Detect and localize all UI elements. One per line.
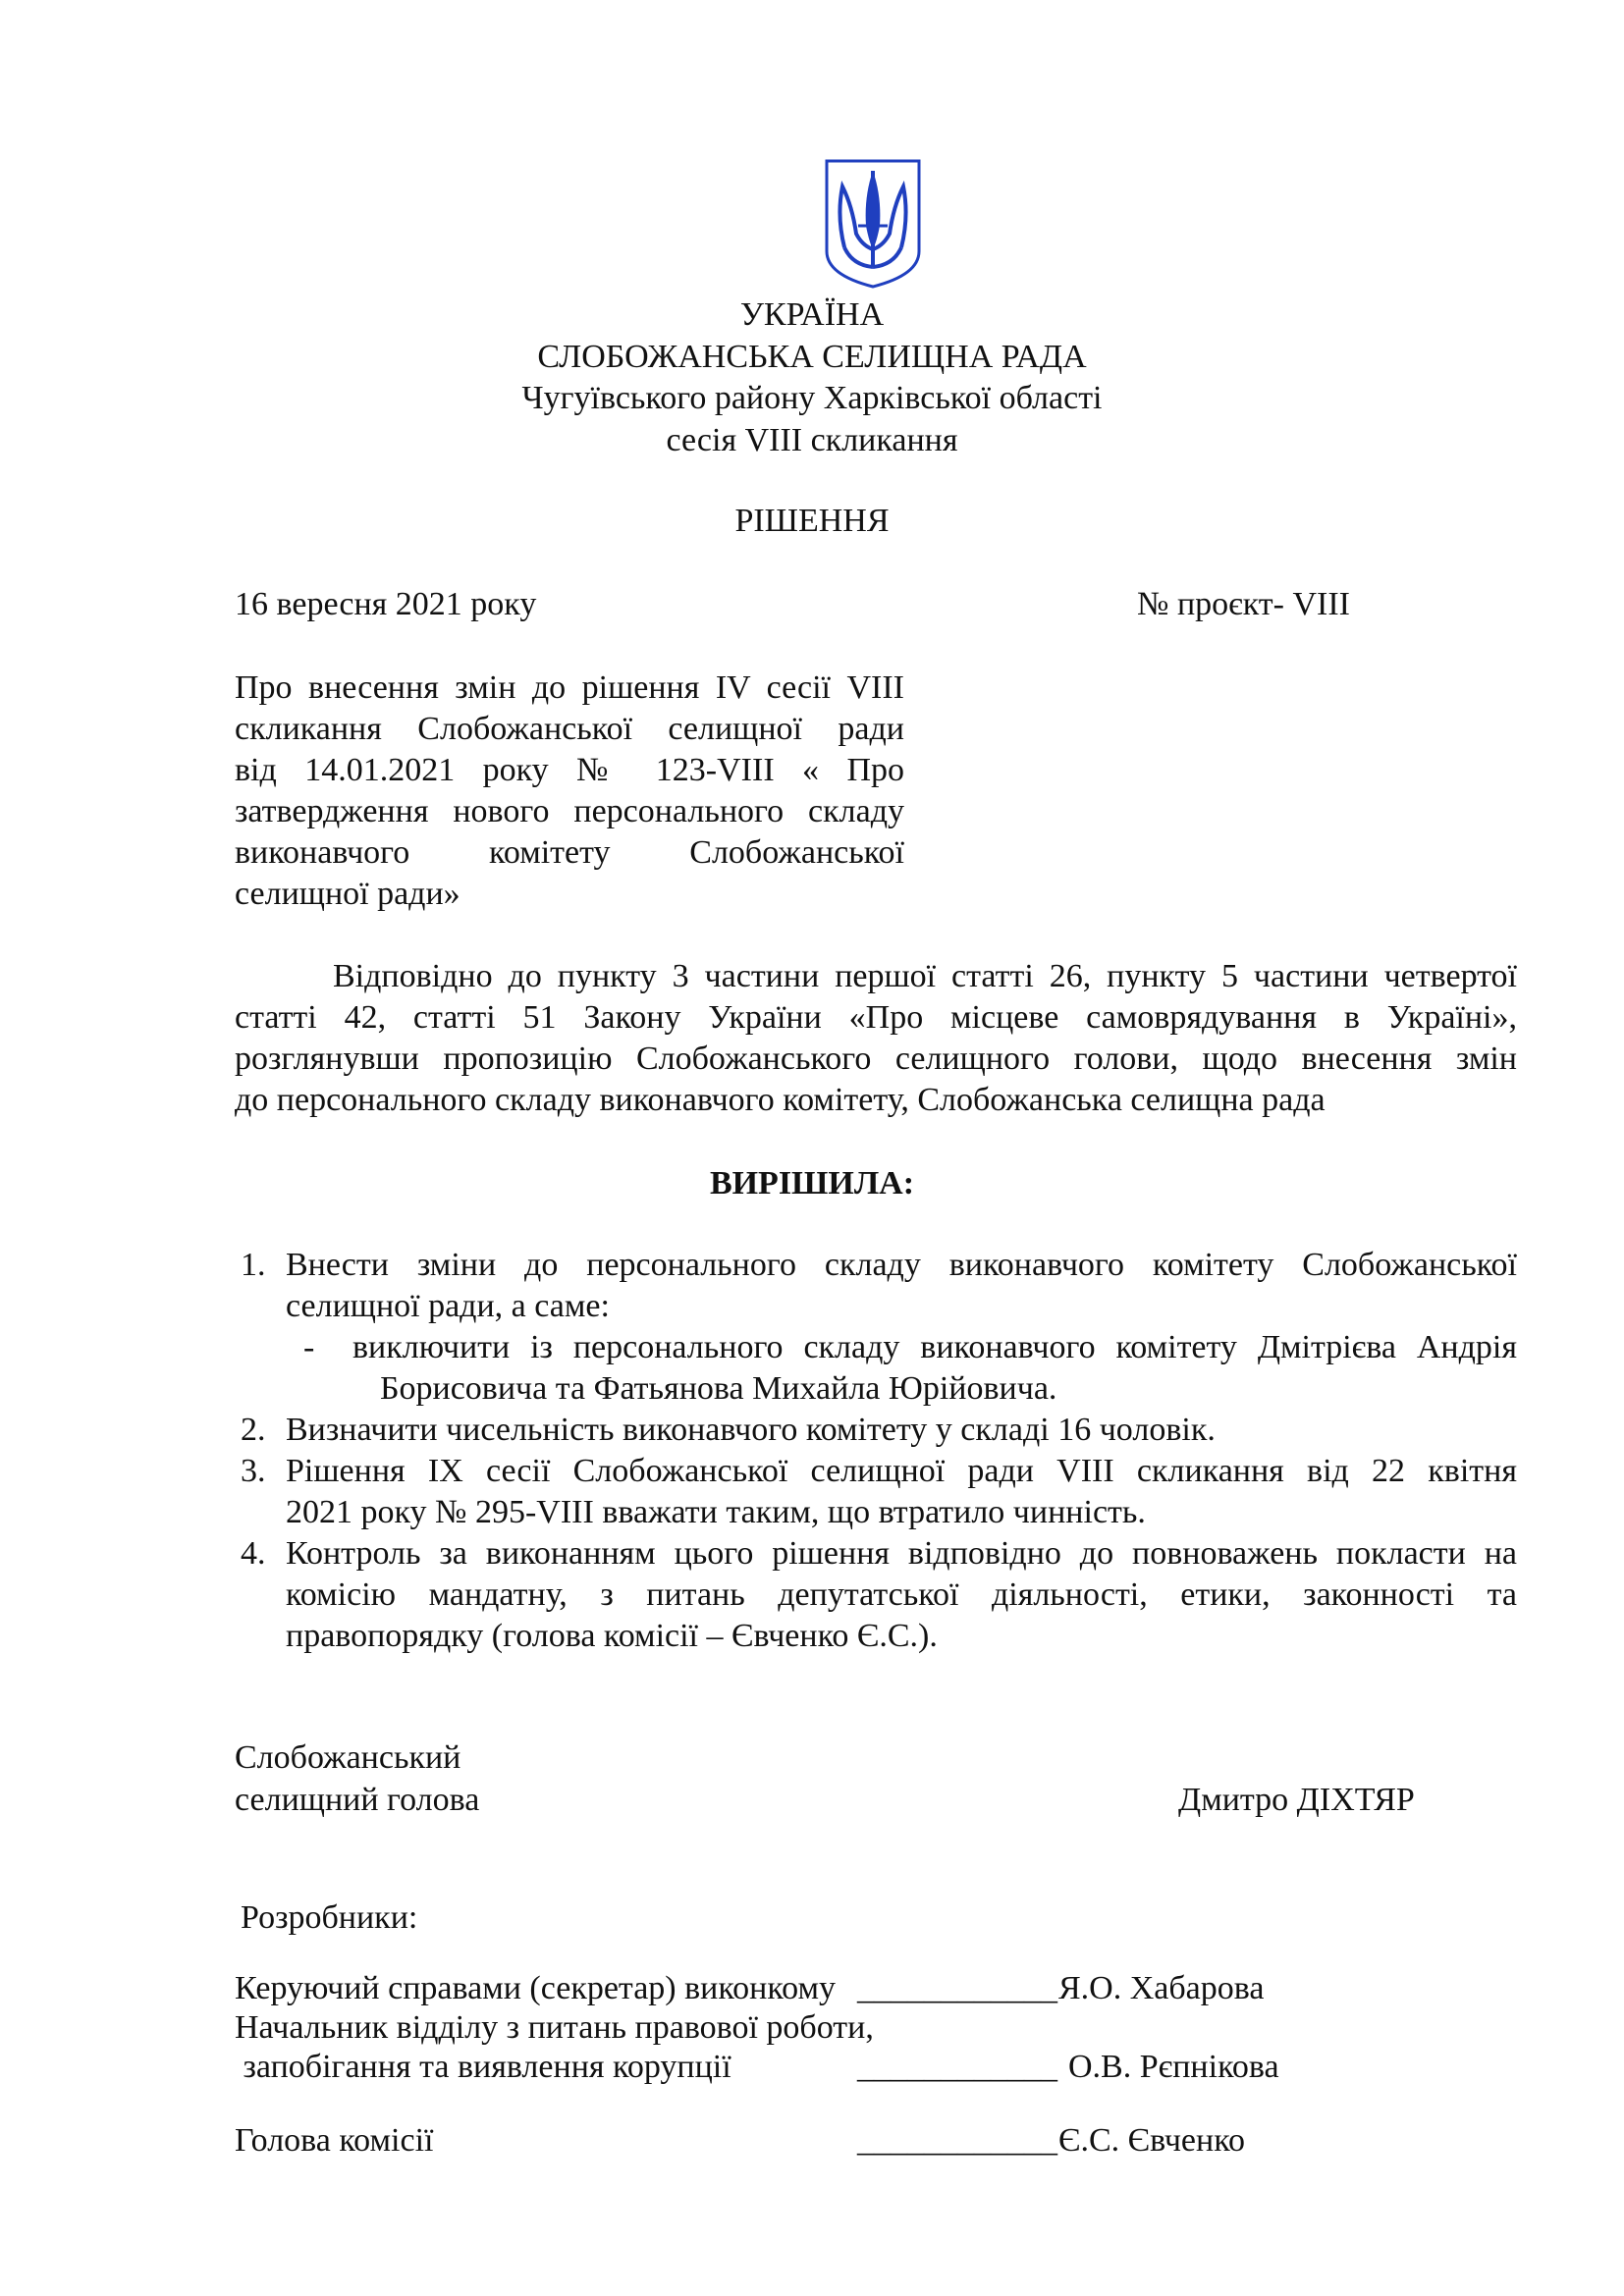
preamble-line: статті 42, статті 51 Закону України «Про місцеве самоврядування в Україні», [235,999,1517,1036]
item-line: Контроль за виконанням цього рішення відповідно до повноважень покласти на [286,1535,1517,1572]
district-heading: Чугуївського району Харківської області [521,380,1103,416]
decision-list [235,1245,1517,1657]
list-item [235,1410,1517,1451]
subject-line: скликання Слобожанської селищної ради [235,711,904,747]
resolved-heading: ВИРІШИЛА: [709,1165,915,1201]
item-line: Визначити чисельність виконавчого комітету у складі 16 чоловік. [286,1412,1216,1448]
item-dash: - [303,1329,315,1365]
developer-role: Керуючий справами (секретар) виконкому [235,1970,837,2006]
document-date: 16 вересня 2021 року [235,586,537,622]
doc-type-heading: РІШЕННЯ [734,503,890,539]
preamble-line: Відповідно до пункту 3 частини першої статті 26, пункту 5 частини четвертої [333,958,1517,994]
subject-line: селищної ради» [235,876,460,912]
signatory-name: Дмитро ДІХТЯР [1178,1782,1415,1818]
coat-of-arms-icon [823,157,923,291]
item-number: 2. [241,1412,266,1448]
developer-name: Є.С. Євченко [1058,2122,1246,2159]
subject-line: Про внесення змін до рішення IV сесії VIII [235,669,904,706]
preamble [235,956,1517,1121]
developer-name: Я.О. Хабарова [1058,1970,1265,2006]
developer-role: Начальник відділу з питань правової роботи, [235,2009,874,2046]
item-line: Борисовича та Фатьянова Михайла Юрійовича. [380,1370,1057,1407]
session-heading: сесія VIII скликання [666,422,958,458]
list-item [235,1451,1517,1533]
item-line: виключити із персонального складу виконавчого комітету Дмітрієва Андрія [352,1329,1517,1365]
item-line: 2021 року № 295-VIII вважати таким, що втратило чинність. [286,1494,1146,1530]
preamble-line: до персонального складу виконавчого комітету, Слобожанська селищна рада [235,1082,1326,1118]
item-number: 1. [241,1247,266,1283]
developer-name: О.В. Рєпнікова [1068,2049,1279,2085]
developer-role: запобігання та виявлення корупції [235,2049,731,2085]
item-number: 4. [241,1535,266,1572]
signatory-title-line2: селищний голова [235,1782,480,1818]
subject-line: виконавчого комітету Слобожанської [235,834,904,871]
signature-blank: ____________ [857,2122,1057,2159]
list-item [235,1327,1517,1410]
subject-line: затвердження нового персонального складу [235,793,904,829]
developer-role: Голова комісії [235,2122,434,2159]
subject-block [235,667,904,915]
item-line: правопорядку (голова комісії – Євченко Є.С.). [286,1618,938,1654]
country-heading: УКРАЇНА [739,296,885,333]
item-number: 3. [241,1453,266,1489]
signatory-title-line1: Слобожанський [235,1739,461,1776]
signature-blank: ____________ [857,2049,1057,2085]
item-line: селищної ради, а саме: [286,1288,610,1324]
item-line: Внести зміни до персонального складу виконавчого комітету Слобожанської [286,1247,1517,1283]
council-heading: СЛОБОЖАНСЬКА СЕЛИЩНА РАДА [537,339,1087,375]
list-item [235,1245,1517,1327]
item-line: Рішення IX сесії Слобожанської селищної ради VIII скликання від 22 квітня [286,1453,1517,1489]
signature-blank: ____________ [857,1970,1057,2006]
item-line: комісію мандатну, з питань депутатської діяльності, етики, законності та [286,1576,1517,1613]
list-item [235,1533,1517,1657]
subject-line: від 14.01.2021 року № 123-VIII « Про [235,752,904,788]
preamble-line: розглянувши пропозицію Слобожанського селищного голови, щодо внесення змін [235,1041,1517,1077]
document-number: № проєкт- VIII [1137,586,1350,622]
developers-heading: Розробники: [241,1899,418,1936]
